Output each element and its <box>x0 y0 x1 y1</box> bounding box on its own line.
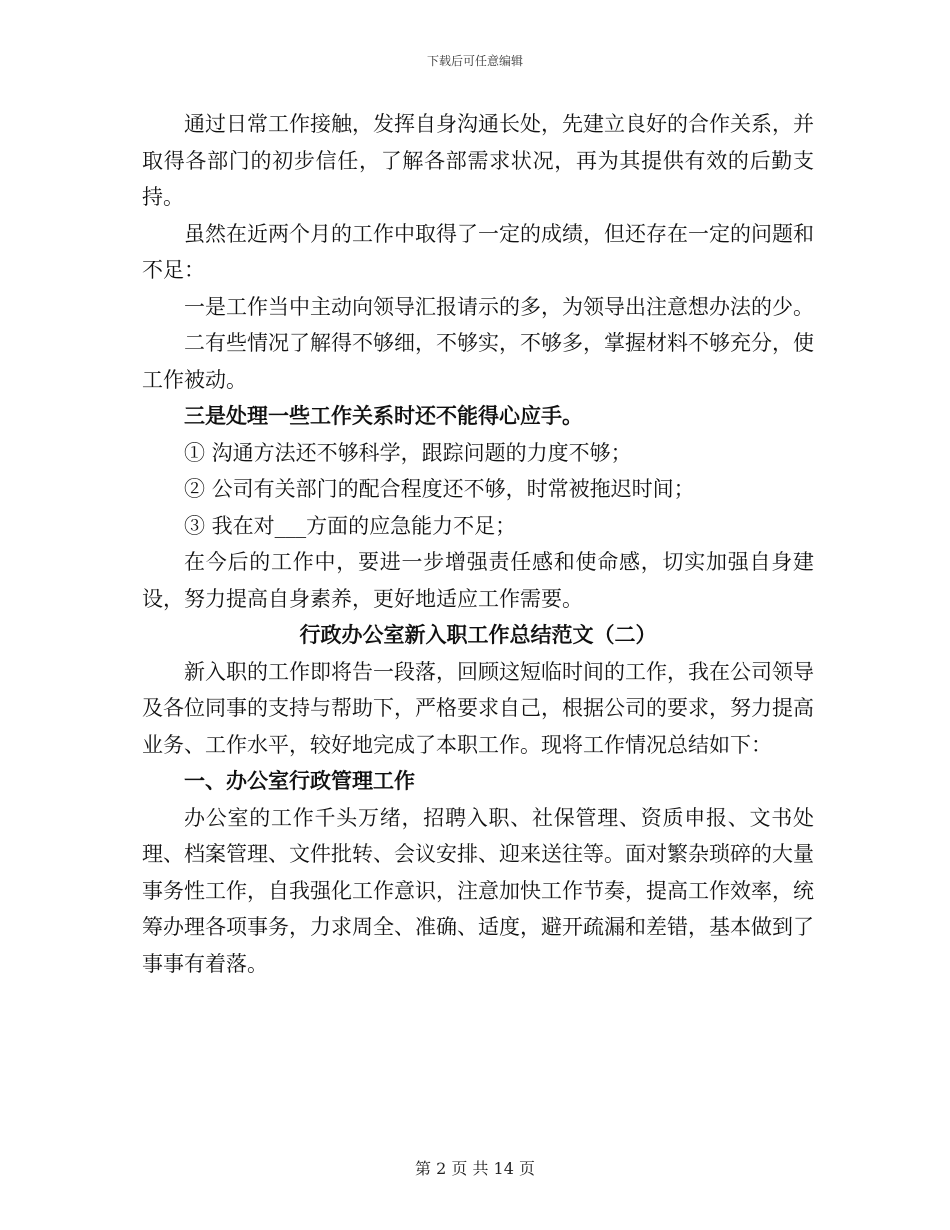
page-header: 下载后可任意编辑 <box>426 54 523 68</box>
list-item: ② 公司有关部门的配合程度还不够，时常被拖迟时间； <box>184 477 695 501</box>
paragraph: 通过日常工作接触，发挥自身沟通长处，先建立良好的合作关系，并取得各部门的初步信任，了解各部需求状况，再为其提供有效的后勤支持。 <box>142 112 814 209</box>
document-body <box>142 106 814 982</box>
paragraph: 在今后的工作中，要进一步增强责任感和使命感，切实加强自身建设，努力提高自身素养，更好地适应工作需要。 <box>142 550 814 611</box>
paragraph: 二有些情况了解得不够细，不够实，不够多，掌握材料不够充分，使工作被动。 <box>142 331 814 392</box>
paragraph: 新入职的工作即将告一段落，回顾这短临时间的工作，我在公司领导及各位同事的支持与帮助下，严格要求自己，根据公司的要求，努力提高业务、工作水平，较好地完成了本职工作。现将工作情况总结如下： <box>142 659 814 757</box>
section-title: 行政办公室新入职工作总结范文（二） <box>299 622 657 647</box>
bold-paragraph: 三是处理一些工作关系时还不能得心应手。 <box>184 403 583 428</box>
page-footer: 第 2 页 共 14 页 <box>415 1159 535 1178</box>
paragraph: 办公室的工作千头万绪，招聘入职、社保管理、资质申报、文书处理、档案管理、文件批转、会议安排、迎来送往等。面对繁杂琐碎的大量事务性工作，自我强化工作意识，注意加快工作节奏，提高工作效率，统筹办理各项事务，力求周全、准确、适度，避开疏漏和差错，基本做到了事事有着落。 <box>142 805 814 976</box>
list-item: ③ 我在对___方面的应急能力不足； <box>184 513 517 538</box>
paragraph: 虽然在近两个月的工作中取得了一定的成绩，但还存在一定的问题和不足： <box>142 221 814 282</box>
section-heading: 一、办公室行政管理工作 <box>184 768 415 793</box>
list-item: ① 沟通方法还不够科学，跟踪问题的力度不够； <box>184 440 632 465</box>
paragraph: 一是工作当中主动向领导汇报请示的多，为领导出注意想办法的少。 <box>184 294 814 319</box>
